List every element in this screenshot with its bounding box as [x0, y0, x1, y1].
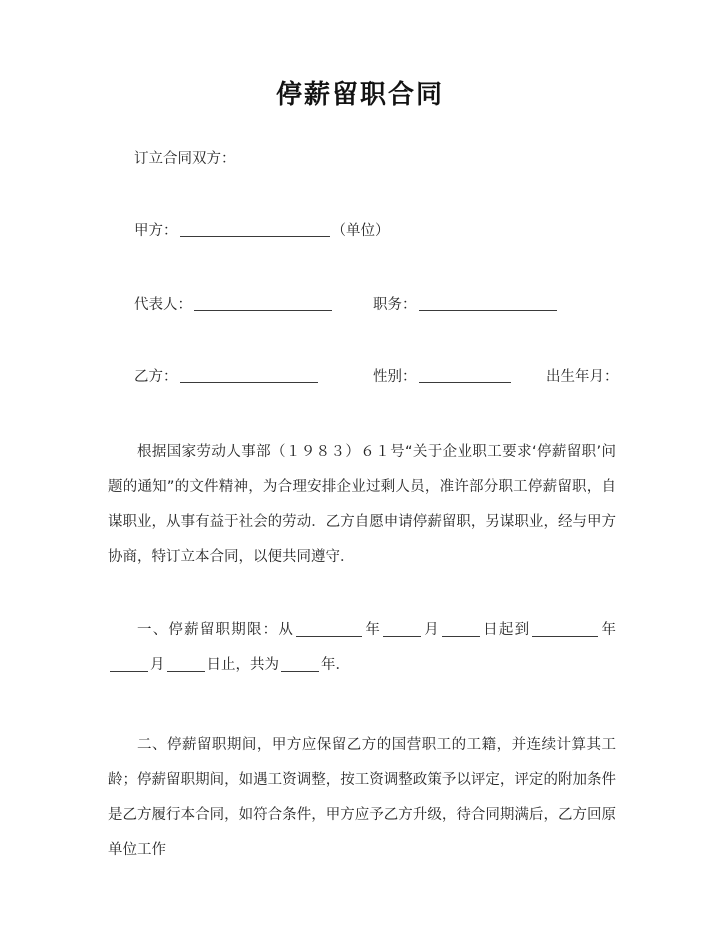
party-b-label: 乙方：: [134, 369, 178, 385]
clause-one-end-day-input[interactable]: [167, 656, 205, 672]
clause-one-month-unit-2: 月: [150, 657, 165, 673]
clause-one-year-unit-2: 年: [600, 622, 617, 638]
clause-one-number: 一、: [137, 622, 169, 638]
clause-one-end-month-input[interactable]: [110, 656, 148, 672]
position-input[interactable]: [419, 295, 557, 311]
clause-one: [108, 613, 616, 683]
clause-one-day-unit-2: 日止，共为: [206, 657, 279, 673]
clause-two: [108, 728, 616, 868]
clause-one-total-years-input[interactable]: [281, 656, 319, 672]
clause-one-day-unit-1: 日起到: [481, 622, 531, 638]
representative-label: 代表人：: [134, 297, 192, 313]
clause-one-month-unit-1: 月: [423, 622, 440, 638]
preamble-paragraph: 根据国家劳动人事部（１９８３）６１号“关于企业职工要求‘停薪留职’问题的通知”的文件精神，为合理安排企业过剩人员，准许部分职工停薪留职，自谋职业，从事有益于社会的劳动．乙方自愿申请停薪留职，另谋职业，经与甲方协商，特订立本合同，以便共同遵守．: [108, 444, 616, 565]
clause-one-start-year-input[interactable]: [296, 621, 362, 637]
position-label: 职务：: [373, 297, 417, 313]
party-a-input[interactable]: [180, 221, 330, 237]
clause-one-year-unit-1: 年: [364, 622, 382, 638]
representative-row: [134, 294, 334, 316]
position-row: [373, 294, 559, 316]
clause-one-total-unit: 年．: [321, 657, 350, 673]
clause-one-heading: 停薪留职期限：从: [168, 622, 295, 638]
party-b-row: [134, 366, 320, 388]
representative-input[interactable]: [194, 295, 332, 311]
clause-one-start-day-input[interactable]: [442, 621, 480, 637]
gender-row: [373, 366, 513, 388]
party-a-row: [134, 220, 390, 242]
party-a-suffix: （单位）: [331, 223, 390, 239]
page-title: 停薪留职合同: [275, 80, 444, 110]
party-b-input[interactable]: [180, 367, 318, 383]
clause-one-start-month-input[interactable]: [383, 621, 421, 637]
gender-input[interactable]: [419, 367, 511, 383]
gender-label: 性别：: [373, 369, 417, 385]
clause-two-number: 二、: [137, 737, 167, 753]
party-a-label: 甲方：: [134, 223, 178, 239]
birth-date-label: 出生年月：: [546, 369, 619, 385]
clause-one-end-year-input[interactable]: [532, 621, 598, 637]
clause-two-text: 停薪留职期间，甲方应保留乙方的国营职工的工籍，并连续计算其工龄；停薪留职期间，如遇工资调整，按工资调整政策予以评定，评定的附加条件是乙方履行本合同，如符合条件，甲方应予乙方升级，待合同期满后，乙方回原单位工作: [108, 737, 616, 858]
intro-label: 订立合同双方：: [134, 151, 236, 167]
